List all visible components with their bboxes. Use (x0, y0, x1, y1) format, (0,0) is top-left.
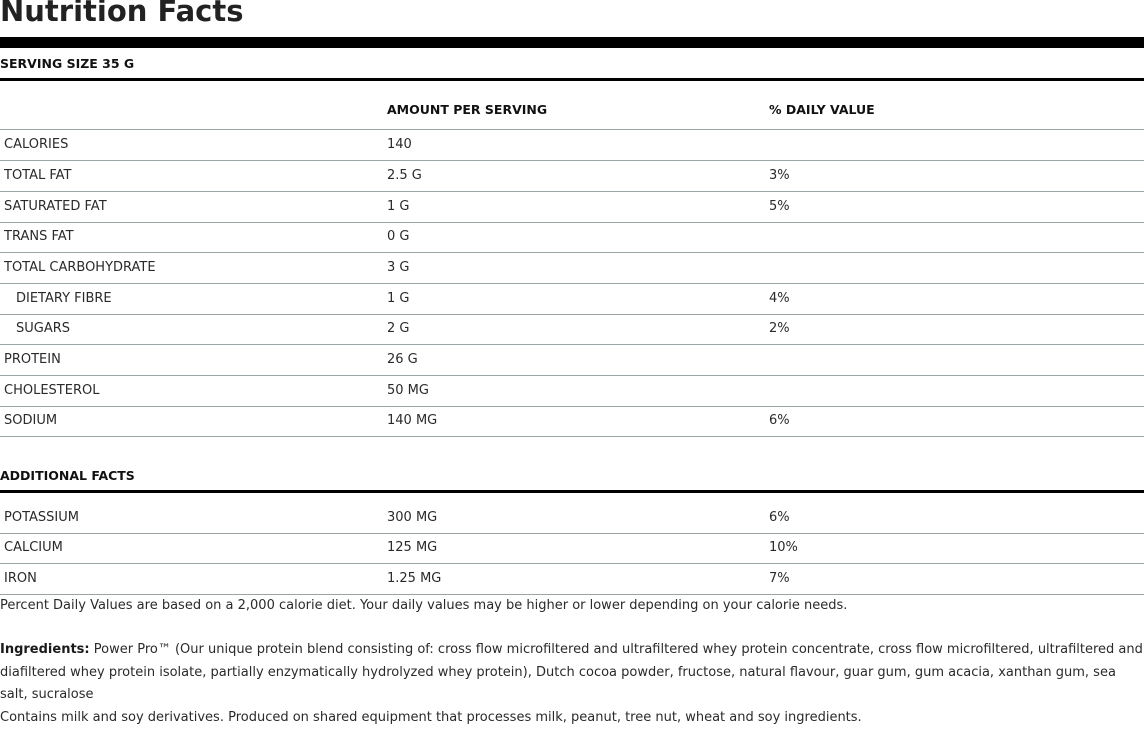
nutrient-row-sodium (0, 406, 1144, 437)
nutrient-name: SODIUM (4, 413, 58, 428)
nutrient-name: SUGARS (16, 321, 71, 336)
daily-value-footnote: Percent Daily Values are based on a 2,000 calorie diet. Your daily values may be higher or lower depending on your calorie needs. (0, 598, 848, 613)
nutrient-name: CHOLESTEROL (4, 383, 100, 398)
nutrient-row-dietary-fibre (0, 284, 1144, 315)
column-header-daily-value: % DAILY VALUE (769, 102, 875, 117)
nutrient-daily-value: 10% (769, 540, 798, 555)
nutrient-name: DIETARY FIBRE (16, 291, 112, 306)
nutrient-amount: 1 G (387, 199, 410, 214)
additional-row-iron (0, 564, 1144, 595)
nutrient-row-saturated-fat (0, 192, 1144, 223)
nutrient-amount: 1.25 MG (387, 571, 442, 586)
nutrient-name: CALORIES (4, 137, 69, 152)
nutrient-amount: 2 G (387, 321, 410, 336)
column-header-amount: AMOUNT PER SERVING (387, 102, 548, 117)
nutrient-amount: 1 G (387, 291, 410, 306)
nutrient-amount: 0 G (387, 229, 410, 244)
nutrient-daily-value: 3% (769, 168, 790, 183)
nutrient-amount: 50 MG (387, 383, 429, 398)
nutrient-daily-value: 4% (769, 291, 790, 306)
nutrient-row-cholesterol (0, 376, 1144, 407)
nutrient-row-trans-fat (0, 222, 1144, 253)
nutrient-name: CALCIUM (4, 540, 63, 555)
ingredients-block (0, 639, 1144, 729)
nutrient-row-total-fat (0, 161, 1144, 192)
nutrient-amount: 300 MG (387, 510, 438, 525)
nutrient-name: IRON (4, 571, 37, 586)
nutrient-row-protein (0, 345, 1144, 376)
table-header-row (0, 80, 1144, 130)
ingredients-text: Power Pro™ (Our unique protein blend consisting of: cross flow microfiltered and ultrafiltered whey protein concentrate, cross flow microfiltered, ultrafiltered and diafiltered whey protein isolate, partially enzymatically hydrolyzed whey protein), Dutch cocoa powder, fructose, natural flavour, guar gum, gum acacia, xanthan gum, sea salt, sucralose (0, 642, 1143, 702)
nutrient-name: POTASSIUM (4, 510, 79, 525)
additional-row-calcium (0, 533, 1144, 564)
nutrient-name: TOTAL FAT (4, 168, 72, 183)
nutrient-row-total-carbohydrate (0, 253, 1144, 284)
nutrient-row-sugars (0, 314, 1144, 345)
additional-facts-label: ADDITIONAL FACTS (0, 468, 135, 483)
nutrient-daily-value: 6% (769, 510, 790, 525)
nutrient-amount: 26 G (387, 352, 418, 367)
nutrient-name: TRANS FAT (4, 229, 74, 244)
nutrient-amount: 2.5 G (387, 168, 422, 183)
additional-row-potassium (0, 503, 1144, 534)
nutrient-amount: 140 (387, 137, 412, 152)
nutrient-name: SATURATED FAT (4, 199, 107, 214)
page-title: Nutrition Facts (0, 0, 244, 28)
nutrient-name: PROTEIN (4, 352, 61, 367)
ingredients-label: Ingredients: (0, 642, 90, 657)
nutrient-daily-value: 7% (769, 571, 790, 586)
allergen-statement: Contains milk and soy derivatives. Produced on shared equipment that processes milk, peanut, tree nut, wheat and soy ingredients. (0, 709, 862, 725)
nutrient-amount: 140 MG (387, 413, 438, 428)
nutrient-name: TOTAL CARBOHYDRATE (4, 260, 156, 275)
nutrient-amount: 3 G (387, 260, 410, 275)
additional-facts-divider (0, 490, 1144, 493)
nutrient-daily-value: 6% (769, 413, 790, 428)
title-divider (0, 37, 1144, 48)
nutrient-daily-value: 5% (769, 199, 790, 214)
nutrient-amount: 125 MG (387, 540, 438, 555)
nutrient-row-calories (0, 130, 1144, 161)
nutrient-daily-value: 2% (769, 321, 790, 336)
serving-size-label: SERVING SIZE 35 G (0, 56, 135, 71)
